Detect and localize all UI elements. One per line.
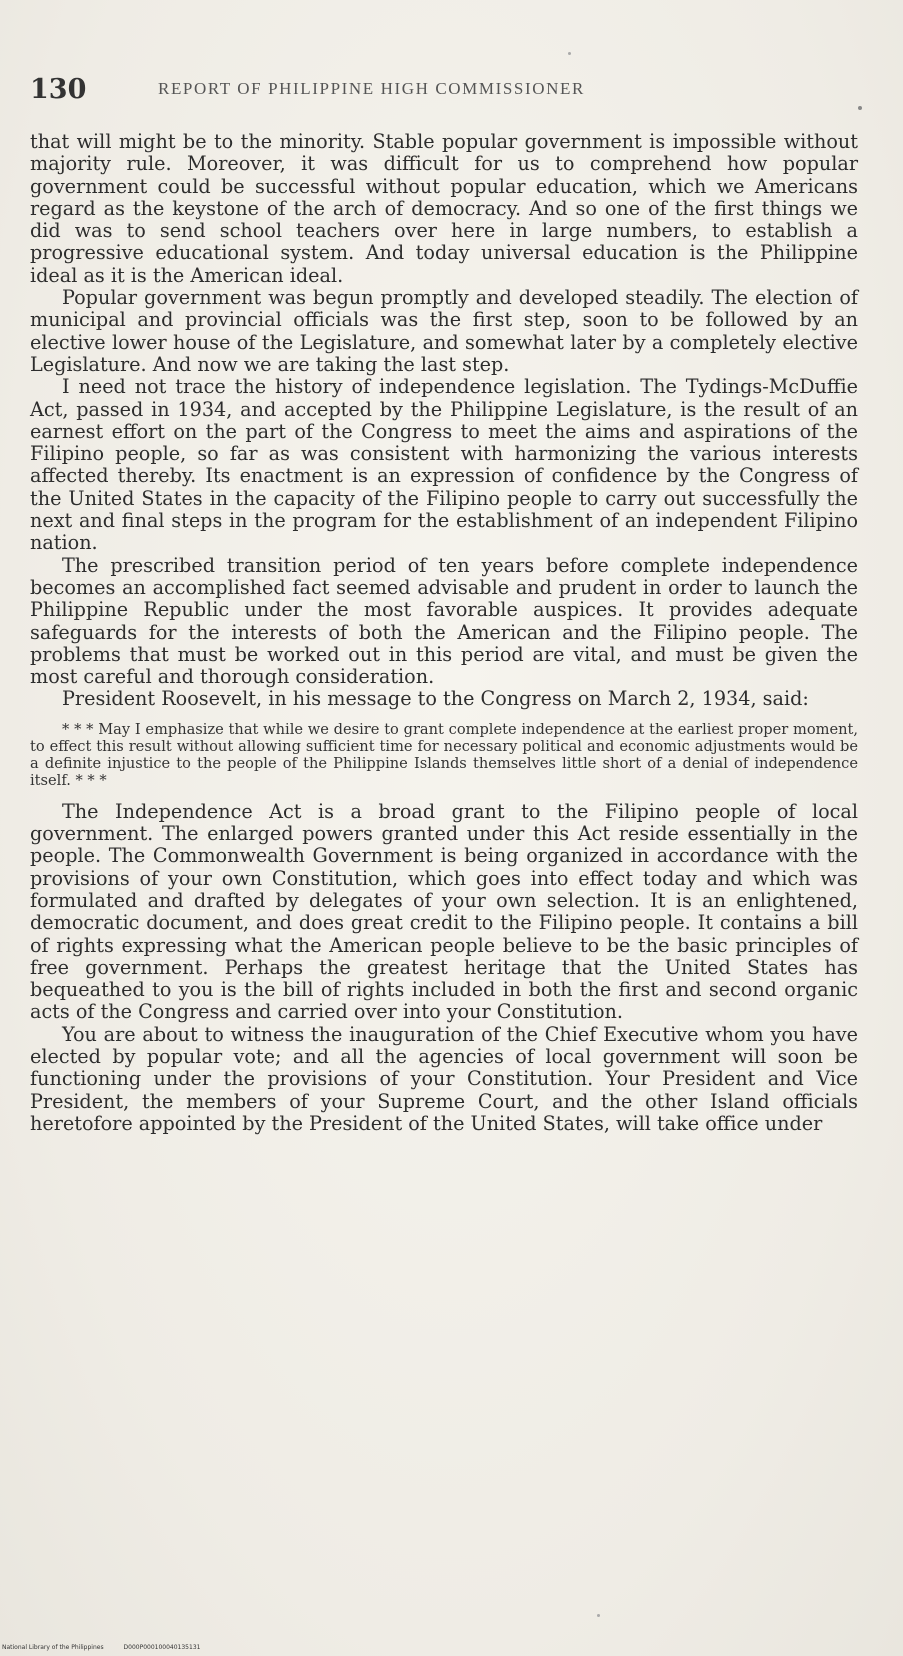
body-text bbox=[30, 131, 858, 1135]
paragraph: President Roosevelt, in his message to the Congress on March 2, 1934, said: bbox=[62, 687, 809, 711]
scan-code: D000P000100040135131 bbox=[123, 1644, 201, 1651]
paragraph: that will might be to the minority. Stable popular government is impossible without majority rule. Moreover, it was difficult for us to comprehend how popular government could be successful without popular education, which we Americans regard as the keystone of the arch of democracy. And so one of the first things we did was to send school teachers over here in large numbers, to establish a progressive educational system. And today universal education is the Philippine ideal as it is the American ideal. bbox=[30, 130, 858, 287]
paper-speck bbox=[568, 52, 571, 55]
scan-footer bbox=[2, 1644, 218, 1651]
paper-speck bbox=[597, 1614, 600, 1617]
page-number: 130 bbox=[30, 74, 87, 105]
paragraph: The prescribed transition period of ten years before complete independence becomes an accomplished fact seemed advisable and prudent in order to launch the Philippine Republic under the most favorable auspices. It provides adequate safeguards for the interests of both the American and the Filipino people. The problems that must be worked out in this period are vital, and must be given the most careful and thorough consideration. bbox=[30, 553, 858, 689]
paragraph: I need not trace the history of independence legislation. The Tydings-McDuffie Act, passed in 1934, and accepted by the Philippine Legislature, is the result of an earnest effort on the part of the Congress to meet the aims and aspirations of the Filipino people, so far as was consistent with harmonizing the various interests affected thereby. Its enactment is an expression of confidence by the Congress of the United States in the capacity of the Filipino people to carry out successfully the next and final steps in the program for the establishment of an independent Filipino nation. bbox=[30, 375, 858, 555]
paragraph: Popular government was begun promptly and developed steadily. The election of municipal and provincial officials was the first step, soon to be followed by an elective lower house of the Legislature, and somewhat later by a completely elective Legislature. And now we are taking the last step. bbox=[30, 286, 858, 376]
library-credit: National Library of the Philippines bbox=[2, 1644, 104, 1651]
paragraph: The Independence Act is a broad grant to the Filipino people of local government. The enlarged powers granted under this Act reside essentially in the people. The Commonwealth Government is being organized in accordance with the provisions of your own Constitution, which goes into effect today and which was formulated and drafted by delegates of your own selection. It is an enlightened, democratic document, and does great credit to the Filipino people. It contains a bill of rights expressing what the American people believe to be the basic principles of free government. Perhaps the greatest heritage that the United States has bequeathed to you is the bill of rights included in both the first and second organic acts of the Congress and carried over into your Constitution. bbox=[30, 799, 858, 1024]
running-head: REPORT OF PHILIPPINE HIGH COMMISSIONER bbox=[158, 79, 585, 98]
paragraph: You are about to witness the inauguration of the Chief Executive whom you have elected by popular vote; and all the agencies of local government will soon be functioning under the provisions of your Constitution. Your President and Vice President, the members of your Supreme Court, and the other Island officials heretofore appointed by the President of the United States, will take office under bbox=[30, 1022, 858, 1135]
block-quote: * * * May I emphasize that while we desire to grant complete independence at the earliest proper moment, to effect this result without allowing sufficient time for necessary political and economic adjustments would be a definite injustice to the people of the Philippine Islands themselves little short of a denial of independence itself. * * * bbox=[30, 720, 858, 789]
page-header bbox=[30, 74, 860, 114]
